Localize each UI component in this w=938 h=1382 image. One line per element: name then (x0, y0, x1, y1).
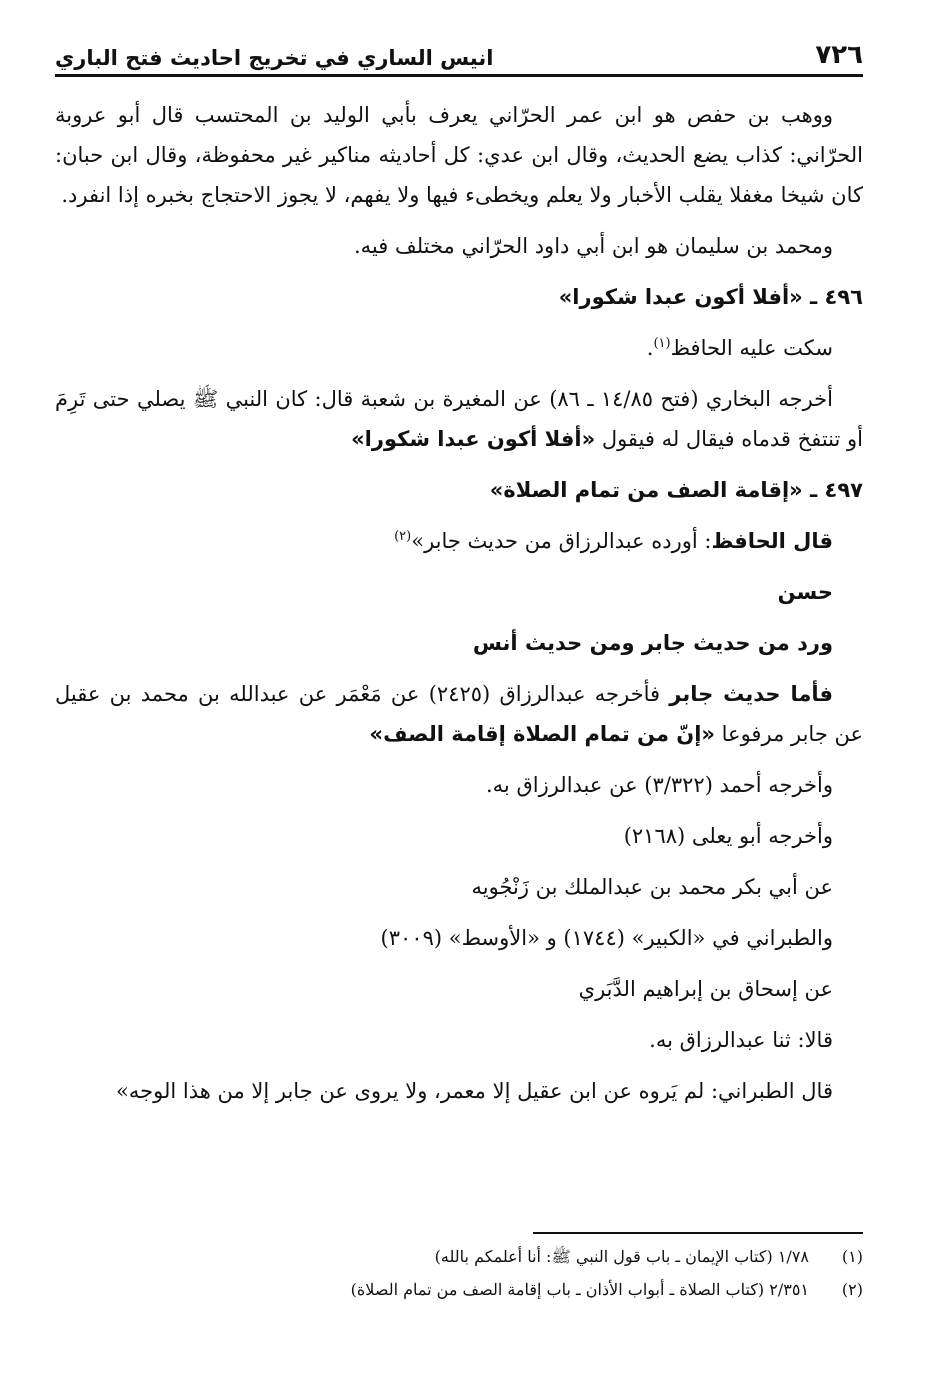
paragraph: ومحمد بن سليمان هو ابن أبي داود الحرّاني مختلف فيه. (353, 234, 833, 258)
text: سكت عليه الحافظ (670, 336, 833, 360)
text: . (646, 336, 654, 360)
footnote-ref: (٢) (394, 529, 412, 544)
book-title: انيس الساري في تخريج احاديث فتح الباري (55, 46, 494, 70)
paragraph: عن أبي بكر محمد بن عبدالملك بن زَنْجُويه (471, 875, 833, 899)
footnote (55, 1273, 863, 1306)
paragraph: وأخرجه أبو يعلى (٢١٦٨) (623, 824, 833, 848)
page-number: ٧٢٦ (815, 40, 863, 70)
paragraph: والطبراني في «الكبير» (١٧٤٤) و «الأوسط» (٣٠٠٩) (380, 926, 833, 950)
text: فأخرجه عبدالرزاق (٢٤٢٥) عن مَعْمَر عن عبدالله بن محمد بن عقيل عن جابر مرفوعا (55, 682, 863, 746)
paragraph (55, 521, 863, 561)
footnote-number: (١) (841, 1247, 863, 1266)
hadith-heading-497: ٤٩٧ ـ «إقامة الصف من تمام الصلاة» (489, 478, 863, 502)
label: فأما حديث جابر (669, 682, 833, 706)
page-header (55, 38, 863, 77)
footnote (55, 1240, 863, 1273)
paragraph (55, 674, 863, 754)
label: قال الحافظ (711, 529, 833, 553)
footnote-text: ١/٧٨ (كتاب الإيمان ـ باب قول النبي ﷺ: أنا أعلمكم بالله) (434, 1247, 809, 1266)
paragraph: ووهب بن حفص هو ابن عمر الحرّاني يعرف بأبي الوليد بن المحتسب قال أبو عروبة الحرّاني: كذاب يضع الحديث، وقال ابن عدي: كل أحاديثه مناكير غير محفوظة، وقال ابن حبان: كان شيخا مغفلا يقلب الأخبار ولا يعلم ويخطىء فيها ولا يفهم، لا يجوز الاحتجاج بخبره إذا انفرد. (55, 103, 863, 207)
paragraph: قال الطبراني: لم يَروه عن ابن عقيل إلا معمر، ولا يروى عن جابر إلا من هذا الوجه» (116, 1079, 833, 1103)
hadith-heading-496: ٤٩٦ ـ «أفلا أكون عبدا شكورا» (558, 285, 863, 309)
paragraph: حسن (777, 580, 833, 604)
footnotes (55, 1240, 863, 1306)
quote: «إنّ من تمام الصلاة إقامة الصف» (369, 722, 715, 746)
footnote-text: ٢/٣٥١ (كتاب الصلاة ـ أبواب الأذان ـ باب إقامة الصف من تمام الصلاة) (350, 1280, 809, 1299)
paragraph: وأخرجه أحمد (٣/٣٢٢) عن عبدالرزاق به. (485, 773, 833, 797)
page-body (55, 95, 863, 1122)
paragraph: قالا: ثنا عبدالرزاق به. (649, 1028, 833, 1052)
paragraph: عن إسحاق بن إبراهيم الدَّبَري (578, 977, 833, 1001)
paragraph: ورد من حديث جابر ومن حديث أنس (472, 631, 833, 655)
text: أخرجه البخاري (فتح ١٤/٨٥ ـ ٨٦) عن المغيرة بن شعبة قال: كان النبي ﷺ يصلي حتى تَرِمَ أو تنتفخ قدماه فيقال له فيقول (55, 387, 863, 451)
quote: «أفلا أكون عبدا شكورا» (351, 427, 596, 451)
footnote-number: (٢) (841, 1280, 863, 1299)
footnote-ref: (١) (653, 336, 671, 351)
paragraph (55, 328, 863, 368)
footnote-separator (533, 1232, 863, 1234)
text: : أورده عبدالرزاق من حديث جابر» (411, 529, 712, 553)
paragraph (55, 379, 863, 459)
